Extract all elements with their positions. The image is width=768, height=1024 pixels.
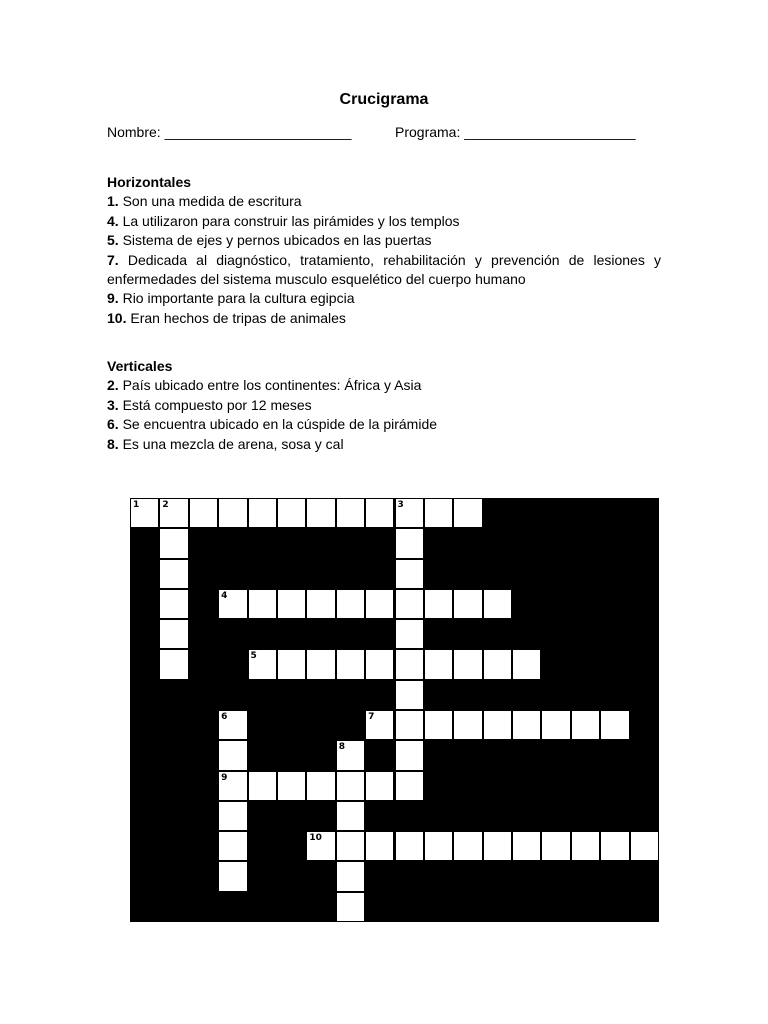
crossword-cell[interactable] bbox=[484, 590, 511, 618]
crossword-cell[interactable] bbox=[337, 741, 364, 769]
crossword-cell[interactable] bbox=[396, 560, 423, 588]
crossword-cell[interactable] bbox=[249, 650, 276, 678]
crossword-cell[interactable] bbox=[219, 499, 246, 527]
crossword-cell[interactable] bbox=[249, 499, 276, 527]
crossword-cell[interactable] bbox=[631, 832, 658, 860]
crossword-cell[interactable] bbox=[219, 862, 246, 890]
crossword-cell[interactable] bbox=[454, 499, 481, 527]
crossword-grid bbox=[130, 498, 659, 922]
crossword-cell[interactable] bbox=[601, 711, 628, 739]
clue-down-6: 6. Se encuentra ubicado en la cúspide de la pirámide bbox=[107, 416, 438, 433]
crossword-cell[interactable] bbox=[572, 711, 599, 739]
crossword-cell[interactable] bbox=[249, 590, 276, 618]
crossword-cell[interactable] bbox=[278, 650, 305, 678]
crossword-cell[interactable] bbox=[337, 802, 364, 830]
crossword-cell[interactable] bbox=[425, 590, 452, 618]
crossword-cell[interactable] bbox=[337, 772, 364, 800]
crossword-cell[interactable] bbox=[454, 832, 481, 860]
crossword-cell[interactable] bbox=[278, 772, 305, 800]
crossword-cell[interactable] bbox=[160, 620, 187, 648]
crossword-cell[interactable] bbox=[278, 499, 305, 527]
clue-down-2: 2. País ubicado entre los continentes: África y Asia bbox=[107, 377, 422, 394]
cell-number: 10 bbox=[309, 833, 322, 844]
crossword-cell[interactable] bbox=[513, 650, 540, 678]
clue-across-5: 5. Sistema de ejes y pernos ubicados en las puertas bbox=[107, 232, 432, 249]
crossword-cell[interactable] bbox=[542, 832, 569, 860]
crossword-cell[interactable] bbox=[307, 650, 334, 678]
crossword-cell[interactable] bbox=[454, 711, 481, 739]
verticales-heading: Verticales bbox=[107, 358, 173, 374]
crossword-cell[interactable] bbox=[396, 650, 423, 678]
crossword-cell[interactable] bbox=[219, 741, 246, 769]
crossword-cell[interactable] bbox=[249, 772, 276, 800]
crossword-cell[interactable] bbox=[219, 802, 246, 830]
cell-number: 9 bbox=[221, 772, 228, 783]
crossword-cell[interactable] bbox=[484, 711, 511, 739]
crossword-cell[interactable] bbox=[219, 832, 246, 860]
crossword-cell[interactable] bbox=[572, 832, 599, 860]
crossword-cell[interactable] bbox=[425, 832, 452, 860]
clue-across-1: 1. Son una medida de escritura bbox=[107, 193, 302, 210]
cell-number: 4 bbox=[221, 590, 228, 601]
crossword-cell[interactable] bbox=[396, 741, 423, 769]
crossword-cell[interactable] bbox=[307, 832, 334, 860]
cell-number: 2 bbox=[162, 500, 169, 510]
crossword-cell[interactable] bbox=[307, 590, 334, 618]
crossword-cell[interactable] bbox=[219, 711, 246, 739]
crossword-cell[interactable] bbox=[278, 590, 305, 618]
crossword-cell[interactable] bbox=[366, 590, 393, 618]
crossword-cell[interactable] bbox=[366, 499, 393, 527]
crossword-cell[interactable] bbox=[366, 832, 393, 860]
crossword-cell[interactable] bbox=[337, 499, 364, 527]
crossword-cell[interactable] bbox=[425, 650, 452, 678]
clue-across-10: 10. Eran hechos de tripas de animales bbox=[107, 309, 346, 326]
clue-down-8: 8. Es una mezcla de arena, sosa y cal bbox=[107, 435, 344, 452]
crossword-cell[interactable] bbox=[307, 499, 334, 527]
crossword-cell[interactable] bbox=[454, 590, 481, 618]
crossword-cell[interactable] bbox=[425, 499, 452, 527]
crossword-cell[interactable] bbox=[160, 650, 187, 678]
page-title: Crucigrama bbox=[339, 91, 429, 108]
crossword-cell[interactable] bbox=[219, 772, 246, 800]
crossword-cell[interactable] bbox=[160, 529, 187, 557]
crossword-cell[interactable] bbox=[337, 893, 364, 921]
cell-number: 7 bbox=[368, 712, 375, 722]
crossword-cell[interactable] bbox=[160, 590, 187, 618]
crossword-cell[interactable] bbox=[160, 499, 187, 527]
programa-field[interactable]: Programa: ______________________ bbox=[395, 124, 636, 140]
crossword-cell[interactable] bbox=[131, 499, 158, 527]
crossword-cell[interactable] bbox=[337, 862, 364, 890]
crossword-cell[interactable] bbox=[337, 590, 364, 618]
crossword-cell[interactable] bbox=[454, 650, 481, 678]
crossword-cell[interactable] bbox=[396, 772, 423, 800]
clue-across-4: 4. La utilizaron para construir las pirámides y los templos bbox=[107, 212, 460, 229]
crossword-cell[interactable] bbox=[484, 832, 511, 860]
horizontales-section bbox=[107, 173, 661, 328]
crossword-cell[interactable] bbox=[219, 590, 246, 618]
cell-number: 8 bbox=[338, 742, 345, 753]
crossword-cell[interactable] bbox=[337, 650, 364, 678]
crossword-cell[interactable] bbox=[396, 681, 423, 709]
crossword-cell[interactable] bbox=[484, 650, 511, 678]
crossword-cell[interactable] bbox=[337, 832, 364, 860]
crossword-cell[interactable] bbox=[396, 499, 423, 527]
crossword-cell[interactable] bbox=[366, 772, 393, 800]
crossword-cell[interactable] bbox=[396, 620, 423, 648]
crossword-cell[interactable] bbox=[513, 832, 540, 860]
cell-number: 1 bbox=[133, 500, 140, 510]
clue-across-7: 7. Dedicada al diagnóstico, tratamiento, rehabilitación y prevención de lesiones y enfermedades del sistema musculo esquelético del cuerpo humano bbox=[107, 251, 661, 288]
crossword-cell[interactable] bbox=[366, 650, 393, 678]
nombre-field[interactable]: Nombre: ________________________ bbox=[107, 124, 352, 140]
crossword-cell[interactable] bbox=[307, 772, 334, 800]
cell-number: 6 bbox=[221, 712, 228, 722]
crossword-cell[interactable] bbox=[396, 590, 423, 618]
crossword-cell[interactable] bbox=[513, 711, 540, 739]
crossword-cell[interactable] bbox=[425, 711, 452, 739]
clue-down-3: 3. Está compuesto por 12 meses bbox=[107, 396, 312, 413]
crossword-cell[interactable] bbox=[601, 832, 628, 860]
crossword-cell[interactable] bbox=[396, 832, 423, 860]
clue-across-9: 9. Rio importante para la cultura egipcia bbox=[107, 290, 355, 307]
crossword-cell[interactable] bbox=[396, 529, 423, 557]
crossword-cell[interactable] bbox=[396, 711, 423, 739]
horizontales-heading: Horizontales bbox=[107, 174, 192, 190]
verticales-section bbox=[107, 357, 661, 454]
crossword-cell[interactable] bbox=[160, 560, 187, 588]
crossword-cell[interactable] bbox=[542, 711, 569, 739]
cell-number: 3 bbox=[397, 500, 404, 510]
cell-number: 5 bbox=[250, 651, 257, 662]
crossword-cell[interactable] bbox=[190, 499, 217, 527]
crossword-cell[interactable] bbox=[366, 711, 393, 739]
